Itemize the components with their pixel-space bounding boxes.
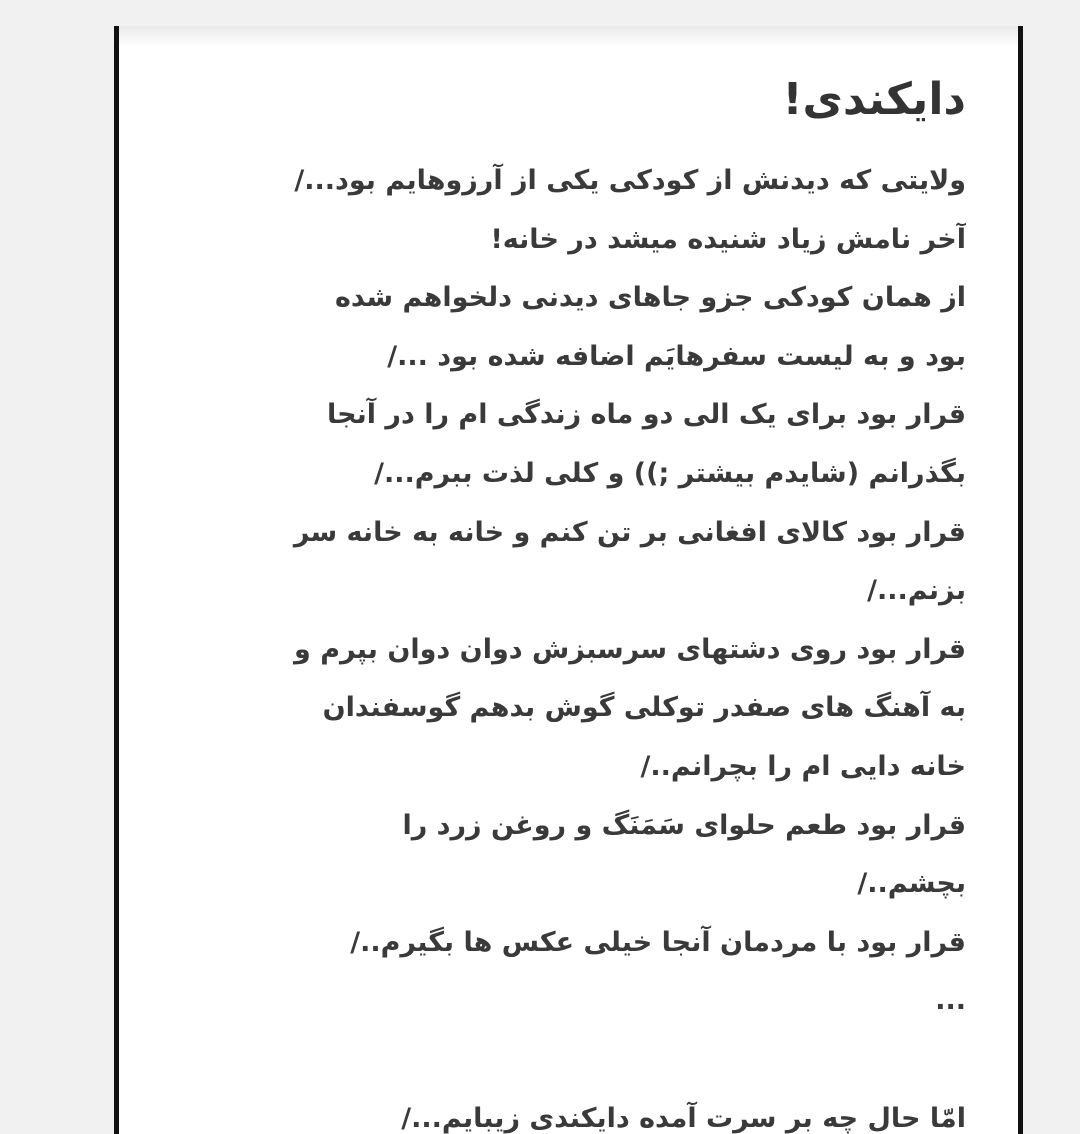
page-top-shadow [119, 26, 1018, 48]
text-line: قرار بود با مردمان آنجا خیلی عکس ها بگیرم../ [350, 926, 966, 958]
text-line: قرار بود کالای افغانی بر تن کنم و خانه به خانه سر [293, 516, 966, 548]
text-line: قرار بود طعم حلوای سَمَنَگ و روغن زرد را [402, 809, 966, 841]
text-line: بزنم.../ [867, 575, 966, 607]
text-line: خانه دایی ام را بچرانم../ [640, 750, 966, 782]
blank-line [186, 1031, 966, 1090]
document-body [186, 152, 966, 1134]
text-line: از همان کودکی جزو جاهای دیدنی دلخواهم شده [334, 282, 966, 314]
document-page [114, 26, 1023, 1134]
document-title: دایکندی! [782, 74, 966, 125]
text-line: بود و به لیست سفرهایَم اضافه شده بود .../ [387, 340, 966, 372]
text-line: به آهنگ های صفدر توکلی گوش بدهم گوسفندان [322, 692, 966, 724]
text-line: قرار بود برای یک الی دو ماه زندگی ام را در آنجا [327, 399, 966, 431]
text-line: ولایتی که دیدنش از کودکی یکی از آرزوهایم بود.../ [294, 165, 966, 196]
text-line: بگذرانم (شایدم بیشتر ;)) و کلی لذت ببرم.../ [374, 457, 966, 489]
text-line: آخر نامش زیاد شنیده میشد در خانه! [490, 223, 966, 255]
ellipsis-line: ... [935, 985, 966, 1017]
text-line-closing: امّا حال چه بر سرت آمده دایکندی زیبایم.../ [401, 1102, 966, 1134]
text-line: قرار بود روی دشتهای سرسبزش دوان دوان بپرم و [294, 633, 966, 665]
text-line: بچشم../ [857, 868, 966, 900]
